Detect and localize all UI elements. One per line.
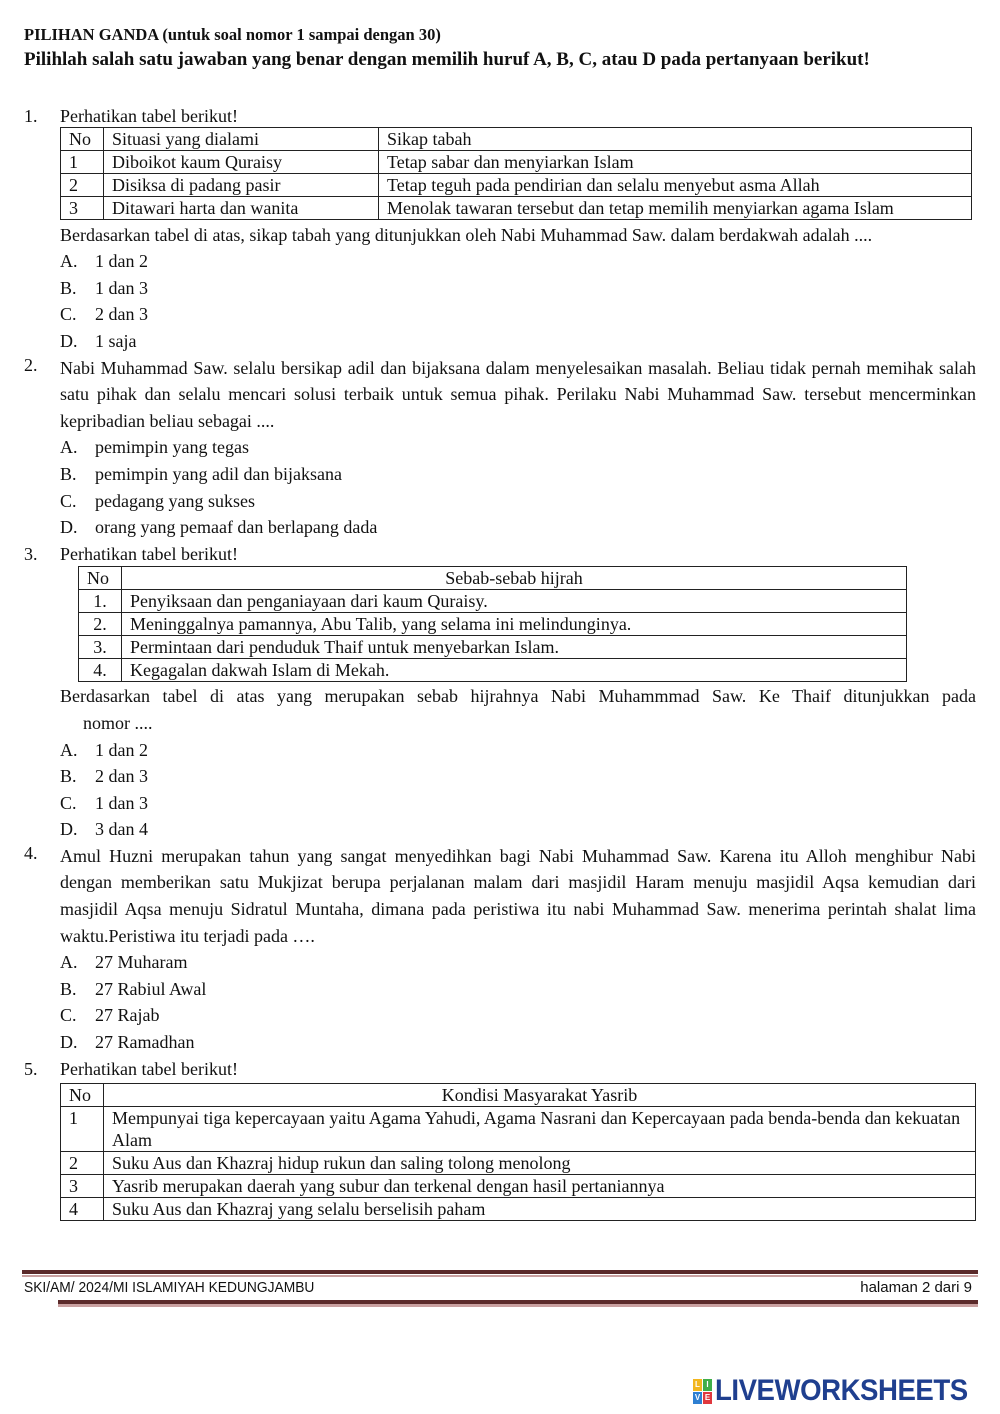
- option-text: 1 dan 3: [95, 792, 148, 813]
- question-text: Amul Huzni merupakan tahun yang sangat menyedihkan bagi Nabi Muhammad Saw. Karena itu Alloh menghibur Nabi dengan memberikan satu Mukjizat berupa perjalanan malam dari masjidil Haram menuju masjidil Aqsa kemudian dari masjidil Aqsa menuju Sidratul Muntaha, dimana pada peristiwa itu nabi Muhammad Saw. menerima perintah shalat lima waktu.Peristiwa itu terjadi pada ….: [60, 845, 976, 946]
- table-row: [79, 590, 907, 613]
- table-cell: 1.: [79, 590, 122, 613]
- table-row: [61, 1198, 976, 1221]
- option-text: orang yang pemaaf dan berlapang dada: [95, 517, 378, 538]
- question-intro-line: [0, 103, 1000, 130]
- option-text: pemimpin yang adil dan bijaksana: [95, 463, 342, 484]
- logo-mark-tile: E: [704, 1392, 711, 1402]
- option-text: 2 dan 3: [95, 766, 148, 787]
- question-text: Nabi Muhammad Saw. selalu bersikap adil dan bijaksana dalam menyelesaikan masalah. Beliau tidak pernah memihak salah satu pihak dan selalu mencari solusi terbaik untuk semua pihak. Perilaku Nabi Muhammad Saw. tersebut mencerminkan kepribadian beliau sebagai ....: [60, 357, 976, 431]
- question: [0, 843, 1000, 1056]
- table-cell: 2: [61, 173, 104, 196]
- table-cell: Permintaan dari penduduk Thaif untuk menyebarkan Islam.: [122, 636, 907, 659]
- table-cell: 3.: [79, 636, 122, 659]
- table-row: [61, 173, 972, 196]
- option-letter: C.: [60, 490, 77, 511]
- question-stem: Berdasarkan tabel di atas yang merupakan sebab hijrahnya Nabi Muhammmad Saw. Ke Thaif ditunjukkan pada: [60, 686, 976, 707]
- option-text: 27 Ramadhan: [95, 1032, 195, 1053]
- table-cell: 3: [61, 1175, 104, 1198]
- option-letter: A.: [60, 739, 78, 760]
- table-cell: Menolak tawaran tersebut dan tetap memilih menyiarkan agama Islam: [379, 196, 972, 219]
- answer-option[interactable]: [0, 514, 1000, 541]
- footer-document-code: SKI/AM/ 2024/MI ISLAMIYAH KEDUNGJAMBU: [24, 1279, 315, 1296]
- question: [0, 103, 1000, 355]
- question-intro: Perhatikan tabel berikut!: [60, 106, 238, 126]
- question: [0, 1056, 1000, 1222]
- option-text: pedagang yang sukses: [95, 490, 255, 511]
- question: [0, 541, 1000, 843]
- answer-option[interactable]: [0, 737, 1000, 764]
- question-table: [78, 566, 907, 682]
- table-cell: Tetap teguh pada pendirian dan selalu menyebut asma Allah: [379, 173, 972, 196]
- option-text: 1 saja: [95, 330, 137, 351]
- question-table: [60, 127, 972, 220]
- table-header-row: [61, 127, 972, 150]
- question-number: 2.: [24, 354, 38, 375]
- answer-option[interactable]: [0, 275, 1000, 302]
- option-text: 27 Muharam: [95, 952, 188, 973]
- answer-option[interactable]: [0, 328, 1000, 355]
- option-text: 1 dan 2: [95, 739, 148, 760]
- option-letter: C.: [60, 1005, 77, 1026]
- table-cell: 4: [61, 1198, 104, 1221]
- logo-mark-tile: V: [694, 1392, 701, 1402]
- footer-divider-top: [22, 1270, 978, 1275]
- table-header-cell: Kondisi Masyarakat Yasrib: [104, 1084, 976, 1107]
- question-intro: Perhatikan tabel berikut!: [60, 543, 238, 564]
- table-row: [79, 613, 907, 636]
- logo-mark-icon: [693, 1379, 712, 1404]
- table-cell: 4.: [79, 659, 122, 682]
- option-text: 1 dan 3: [95, 277, 148, 298]
- table-header-row: [79, 567, 907, 590]
- option-letter: B.: [60, 463, 77, 484]
- table-header-cell: No: [61, 127, 104, 150]
- question-list: [0, 103, 1000, 1221]
- table-row: [79, 659, 907, 682]
- question-table: [60, 1083, 976, 1221]
- footer-divider-bottom: [58, 1300, 978, 1304]
- option-letter: D.: [60, 819, 78, 840]
- table-cell: Diboikot kaum Quraisy: [104, 150, 379, 173]
- option-letter: B.: [60, 978, 77, 999]
- table-cell: Penyiksaan dan penganiayaan dari kaum Quraisy.: [122, 590, 907, 613]
- liveworksheets-logo: [693, 1374, 990, 1408]
- question-intro-line: [0, 1056, 1000, 1083]
- answer-option[interactable]: [0, 816, 1000, 843]
- answer-option[interactable]: [0, 248, 1000, 275]
- question-number: 3.: [24, 543, 38, 564]
- table-header-row: [61, 1084, 976, 1107]
- option-text: 27 Rabiul Awal: [95, 978, 207, 999]
- answer-option[interactable]: [0, 790, 1000, 817]
- table-cell: Meninggalnya pamannya, Abu Talib, yang selama ini melindunginya.: [122, 613, 907, 636]
- option-letter: A.: [60, 952, 78, 973]
- table-cell: 1: [61, 1107, 104, 1152]
- table-cell: Suku Aus dan Khazraj hidup rukun dan saling tolong menolong: [104, 1152, 976, 1175]
- option-letter: A.: [60, 251, 78, 272]
- option-letter: C.: [60, 304, 77, 325]
- table-cell: Tetap sabar dan menyiarkan Islam: [379, 150, 972, 173]
- option-letter: C.: [60, 792, 77, 813]
- table-row: [79, 636, 907, 659]
- answer-option[interactable]: [0, 1002, 1000, 1029]
- logo-mark-tile: L: [693, 1379, 702, 1391]
- table-row: [61, 1152, 976, 1175]
- option-text: 27 Rajab: [95, 1005, 160, 1026]
- question-text-block: [0, 355, 1000, 435]
- table-header-cell: Sikap tabah: [379, 127, 972, 150]
- answer-option[interactable]: [0, 301, 1000, 328]
- table-cell: Yasrib merupakan daerah yang subur dan terkenal dengan hasil pertaniannya: [104, 1175, 976, 1198]
- option-letter: D.: [60, 1032, 78, 1053]
- table-row: [61, 150, 972, 173]
- table-cell: Kegagalan dakwah Islam di Mekah.: [122, 659, 907, 682]
- table-header-cell: No: [61, 1084, 104, 1107]
- option-text: pemimpin yang tegas: [95, 437, 249, 458]
- question-stem-continued: nomor ....: [83, 712, 153, 733]
- option-text: 1 dan 2: [95, 251, 148, 272]
- question-number: 5.: [24, 1058, 38, 1079]
- option-letter: D.: [60, 330, 78, 351]
- answer-option[interactable]: [0, 488, 1000, 515]
- question-number: 1.: [24, 106, 38, 126]
- table-cell: Suku Aus dan Khazraj yang selalu berselisih paham: [104, 1198, 976, 1221]
- question-intro-line: [0, 541, 1000, 568]
- option-letter: D.: [60, 517, 78, 538]
- answer-option[interactable]: [0, 976, 1000, 1003]
- table-header-cell: No: [79, 567, 122, 590]
- question-number: 4.: [24, 842, 38, 863]
- table-cell: Disiksa di padang pasir: [104, 173, 379, 196]
- answer-option[interactable]: [0, 1029, 1000, 1056]
- table-cell: Mempunyai tiga kepercayaan yaitu Agama Yahudi, Agama Nasrani dan Kepercayaan pada benda-benda dan kekuatan Alam: [104, 1107, 976, 1152]
- instruction: Pilihlah salah satu jawaban yang benar dengan memilih huruf A, B, C, atau D pada pertanyaan berikut!: [24, 49, 870, 70]
- answer-option[interactable]: [0, 763, 1000, 790]
- option-letter: B.: [60, 766, 77, 787]
- answer-option[interactable]: [0, 949, 1000, 976]
- logo-mark-tile: I: [703, 1379, 712, 1391]
- question-text-block: [0, 843, 1000, 949]
- table-cell: Ditawari harta dan wanita: [104, 196, 379, 219]
- answer-option[interactable]: [0, 461, 1000, 488]
- answer-option[interactable]: [0, 434, 1000, 461]
- option-text: 2 dan 3: [95, 304, 148, 325]
- table-row: [61, 1107, 976, 1152]
- table-cell: 1: [61, 150, 104, 173]
- table-row: [61, 1175, 976, 1198]
- section-title: PILIHAN GANDA (untuk soal nomor 1 sampai dengan 30): [24, 25, 441, 44]
- question-stem: Berdasarkan tabel di atas, sikap tabah yang ditunjukkan oleh Nabi Muhammad Saw. dalam berdakwah adalah ....: [60, 224, 873, 245]
- table-cell: 2.: [79, 613, 122, 636]
- option-text: 3 dan 4: [95, 819, 148, 840]
- table-header-cell: Situasi yang dialami: [104, 127, 379, 150]
- option-letter: A.: [60, 437, 78, 458]
- question: [0, 355, 1000, 541]
- table-row: [61, 196, 972, 219]
- option-letter: B.: [60, 277, 77, 298]
- question-intro: Perhatikan tabel berikut!: [60, 1058, 238, 1079]
- table-header-cell: Sebab-sebab hijrah: [122, 567, 907, 590]
- table-cell: 2: [61, 1152, 104, 1175]
- table-cell: 3: [61, 196, 104, 219]
- footer-page-number: halaman 2 dari 9: [860, 1279, 972, 1296]
- logo-text: LIVEWORKSHEETS: [715, 1374, 968, 1407]
